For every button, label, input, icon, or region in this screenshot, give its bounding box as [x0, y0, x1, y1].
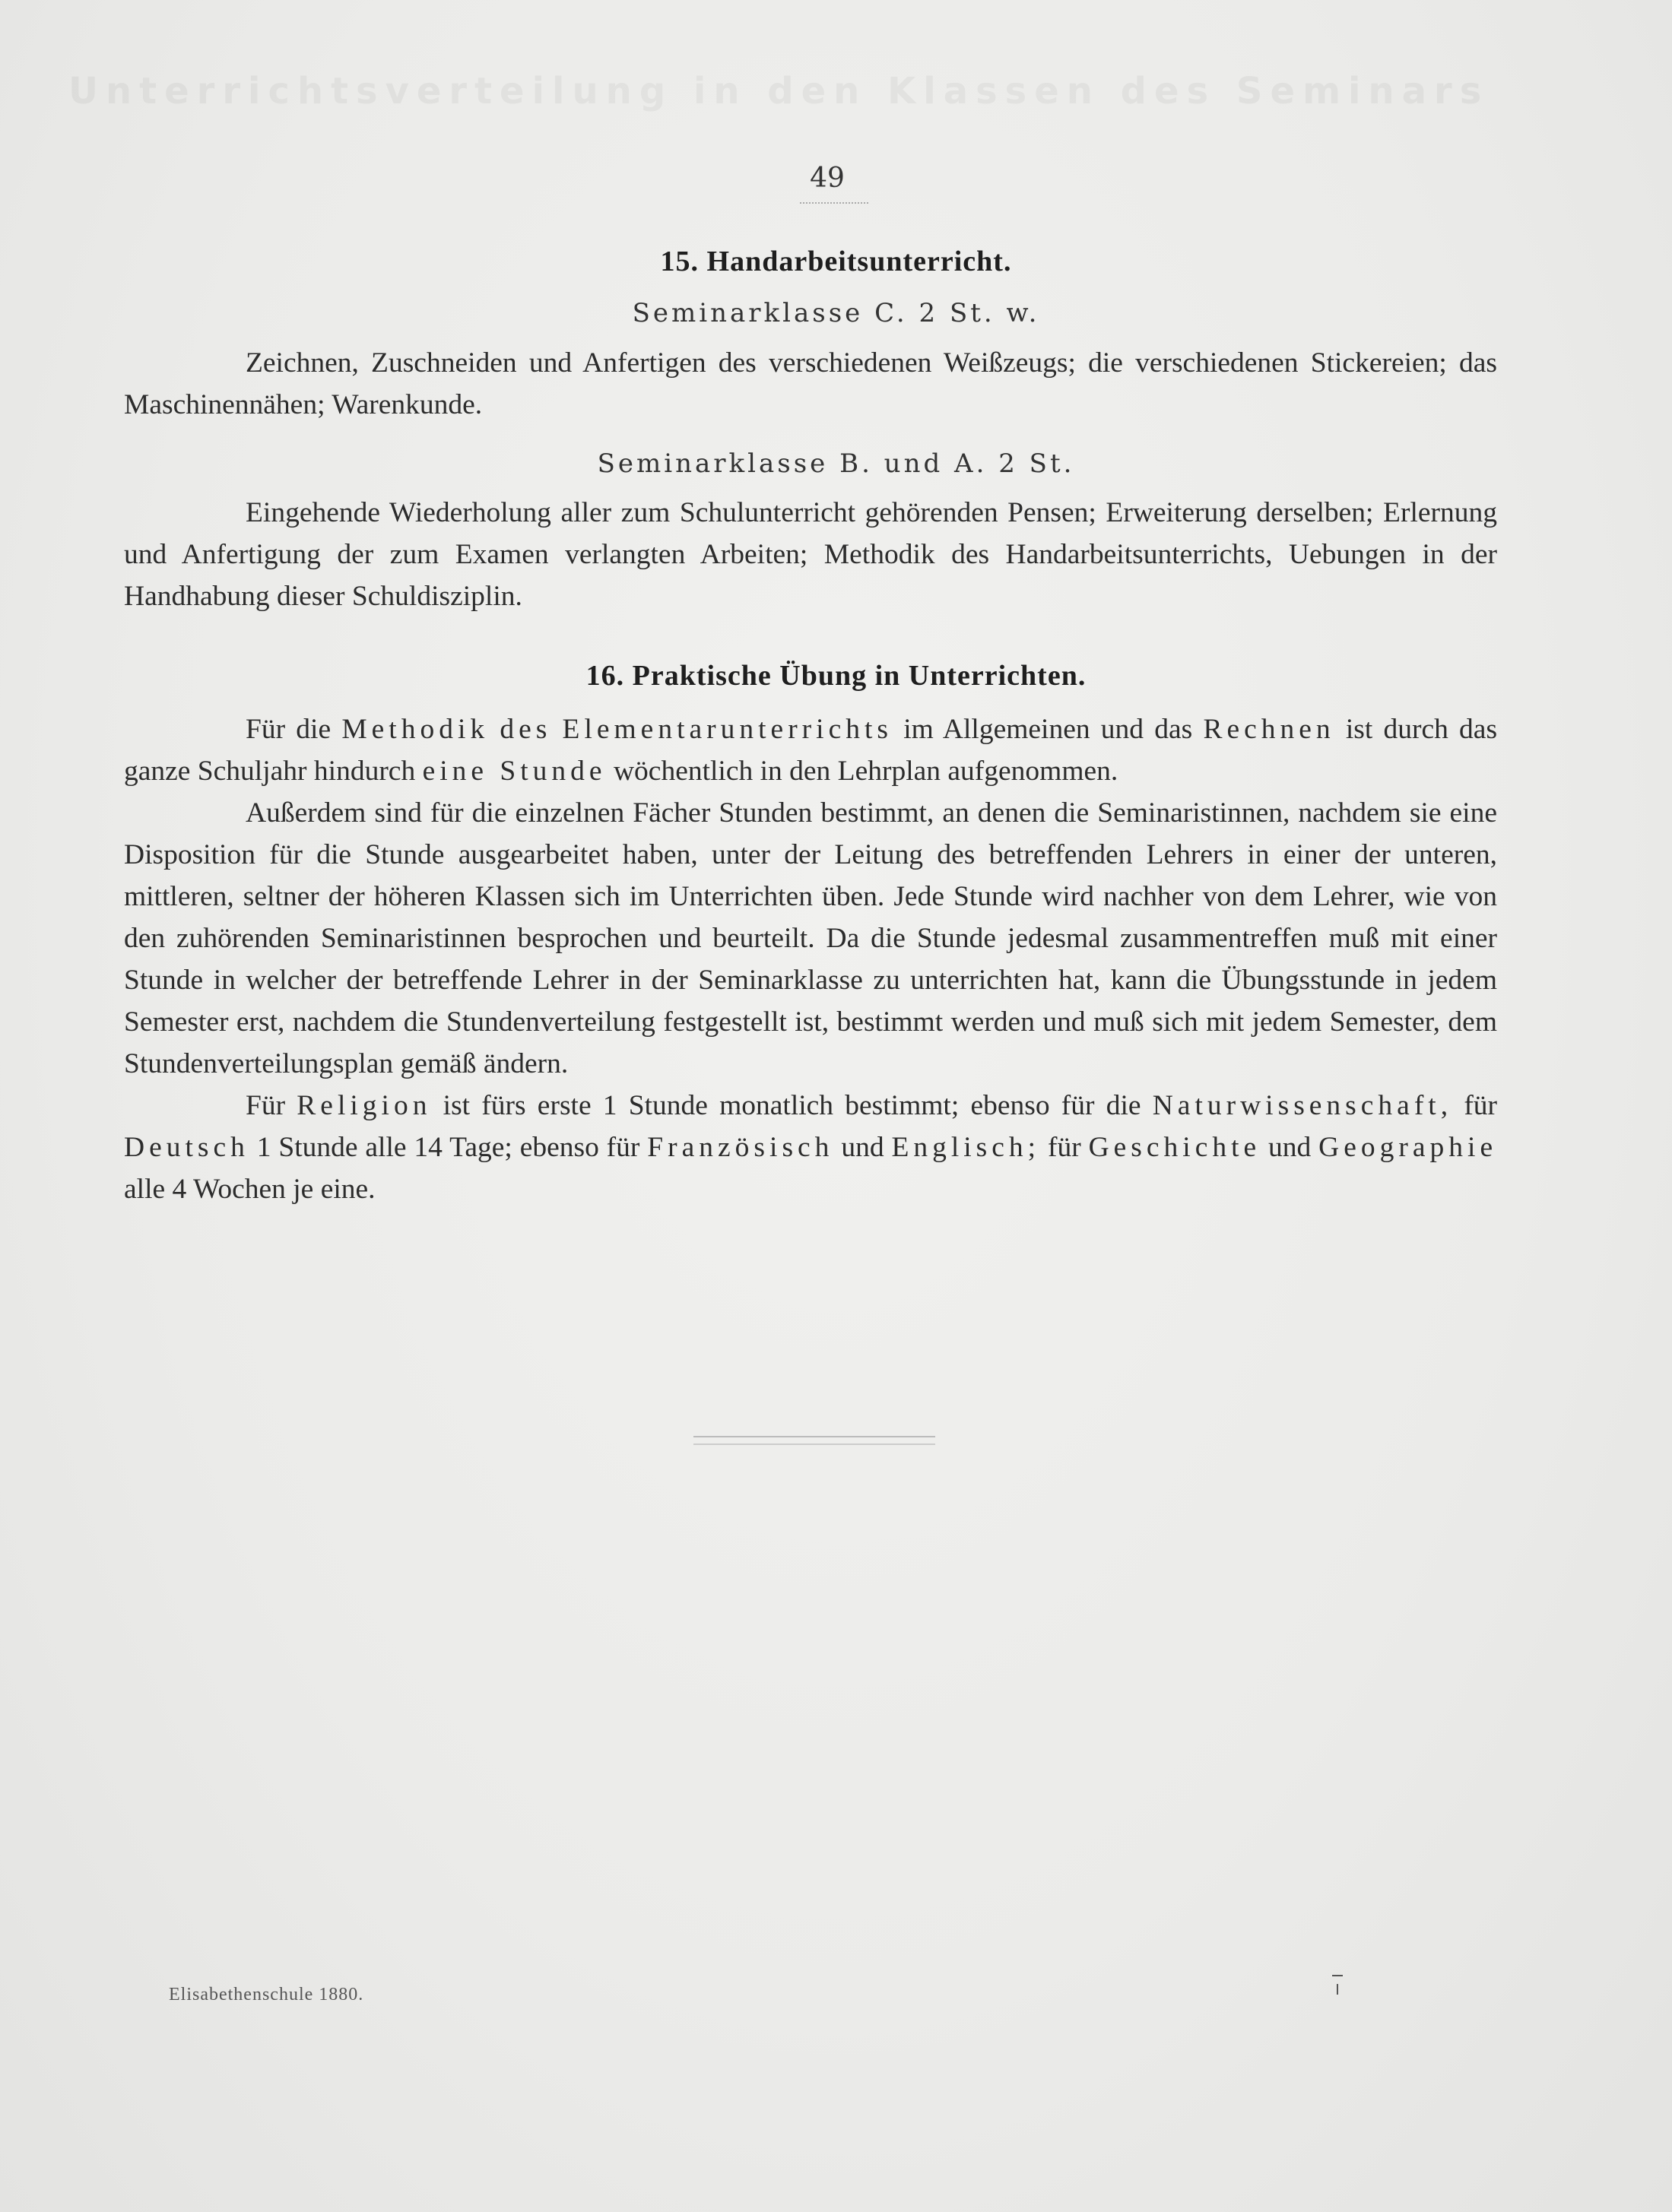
emphasis-naturwissenschaft: Naturwissenschaft, — [1152, 1090, 1453, 1121]
emphasis-elementarunterricht: Elementarunterrichts — [562, 714, 893, 745]
section-16-title: 16. Praktische Übung in Unterrichten. — [585, 660, 1087, 692]
section-15-text-1 — [124, 342, 1497, 426]
section-16-body — [124, 708, 1497, 1210]
section-16-paragraph-3: Für Religion ist fürs erste 1 Stunde monatlich bestimmt; ebenso für die Naturwissenschaft, für Deutsch 1 Stunde alle 14 Tage; ebenso für Französisch und Englisch; für Geschichte und Geographie alle 4 Wochen je eine. — [124, 1090, 1498, 1205]
section-15-class-b-a: Seminarklasse B. und A. 2 St. — [597, 448, 1075, 479]
emphasis-methodik: Methodik — [341, 714, 490, 745]
section-15-title: 15. Handarbeitsunterricht. — [660, 246, 1012, 277]
emphasis-rechnen: Rechnen — [1203, 714, 1335, 745]
section-divider — [693, 1436, 935, 1445]
section-16-paragraph-2: Außerdem sind für die einzelnen Fächer Stunden bestimmt, an denen die Seminaristinnen, nachdem sie eine Disposition für die Stunde ausgearbeitet haben, unter der Leitung des betreffenden Lehrers in einer der unteren, mittleren, seltner der höheren Klassen sich im Unterrichten üben. Jede Stunde wird nachher von dem Lehrer, wie von den zuhörenden Seminaristinnen besprochen und beurteilt. Da die Stunde jedesmal zusammentreffen muß mit einer Stunde in welcher der betreffende Lehrer in der Seminarklasse zu unterrichten hat, kann die Übungsstunde in jedem Semester erst, nachdem die Stundenverteilung festgestellt ist, bestimmt werden und muß sich mit jedem Semester, dem Stundenverteilungsplan gemäß ändern. — [124, 797, 1497, 1079]
show-through-header: Unterrichtsverteilung in den Klassen des Seminars — [68, 70, 1490, 113]
section-15-class-c: Seminarklasse C. 2 St. w. — [632, 298, 1040, 328]
section-15-paragraph-2: Eingehende Wiederholung aller zum Schulunterricht gehörenden Pensen; Erweiterung derselben; Erlernung und Anfertigung der zum Examen verlangten Arbeiten; Methodik des Handarbeitsunterrichts, Uebungen in der Handhabung dieser Schuldisziplin. — [124, 497, 1497, 612]
emphasis-geographie: Geographie — [1318, 1132, 1498, 1163]
section-15-text-2 — [124, 492, 1497, 617]
page-number: 49 — [810, 163, 845, 194]
signature-mark — [1332, 1975, 1343, 1999]
footer-imprint: Elisabethenschule 1880. — [169, 1985, 364, 2004]
emphasis-franzoesisch: Französisch — [647, 1132, 834, 1163]
emphasis-religion: Religion — [297, 1090, 432, 1121]
emphasis-englisch: Englisch; — [891, 1132, 1041, 1163]
emphasis-geschichte: Geschichte — [1088, 1132, 1261, 1163]
page-number-rule — [800, 202, 868, 206]
section-15-paragraph-1: Zeichnen, Zuschneiden und Anfertigen des verschiedenen Weißzeugs; die verschiedenen Stickereien; das Maschinennähen; Warenkunde. — [124, 347, 1497, 420]
emphasis-deutsch: Deutsch — [124, 1132, 249, 1163]
section-16-paragraph-1: Für die Methodik des Elementarunterrichts im Allgemeinen und das Rechnen ist durch das ganze Schuljahr hindurch eine Stunde wöchentlich in den Lehrplan aufgenommen. — [124, 714, 1498, 787]
emphasis-eine-stunde: eine Stunde — [422, 756, 607, 787]
